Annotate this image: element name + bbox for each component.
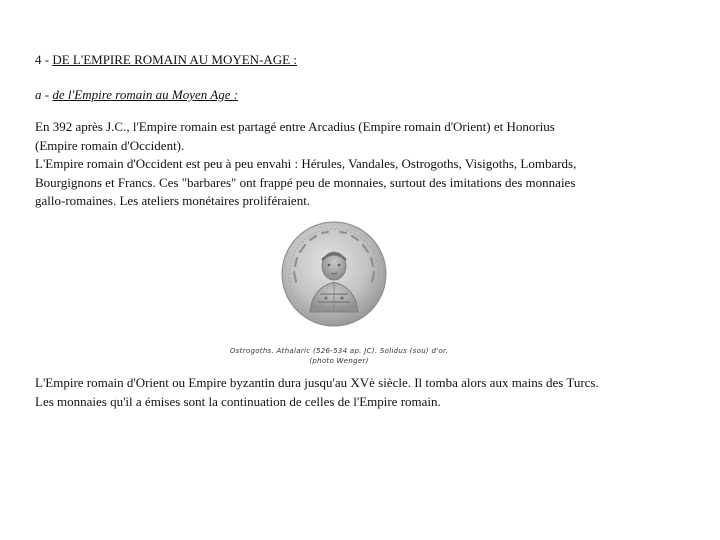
closing-paragraph <box>35 374 599 411</box>
section-heading-prefix: 4 - <box>35 52 53 67</box>
paragraph-line: En 392 après J.C., l'Empire romain est partagé entre Arcadius (Empire romain d'Orient) et Honorius <box>35 119 555 134</box>
subsection-heading <box>35 87 238 103</box>
paragraph-line: L'Empire romain d'Occident est peu à peu envahi : Hérules, Vandales, Ostrogoths, Visigoths, Lombards, <box>35 156 577 171</box>
subsection-heading-prefix: a - <box>35 87 53 102</box>
paragraph-line: Bourgignons et Francs. Ces "barbares" ont frappé peu de monnaies, surtout des imitations des monnaies <box>35 174 576 190</box>
section-heading-title: DE L'EMPIRE ROMAIN AU MOYEN-AGE : <box>52 52 297 67</box>
section-heading <box>35 52 297 68</box>
paragraph-line: gallo-romaines. Les ateliers monétaires proliféraient. <box>35 193 311 208</box>
solidus-coin-image <box>280 220 388 328</box>
coin-illustration <box>280 220 388 328</box>
figure-caption <box>219 346 459 366</box>
caption-credit: (photo Wenger) <box>309 357 369 365</box>
paragraph-line: (Empire romain d'Occident). <box>35 137 185 153</box>
intro-paragraph <box>35 118 576 211</box>
paragraph-line: Les monnaies qu'il a émises sont la continuation de celles de l'Empire romain. <box>35 393 441 409</box>
caption-line: Ostrogoths. Athalaric (526-534 ap. JC). Solidus (sou) d'or. <box>229 347 449 355</box>
subsection-heading-title: de l'Empire romain au Moyen Age : <box>52 87 239 102</box>
paragraph-line: L'Empire romain d'Orient ou Empire byzantin dura jusqu'au XVè siècle. Il tomba alors aux mains des Turcs. <box>35 375 599 390</box>
